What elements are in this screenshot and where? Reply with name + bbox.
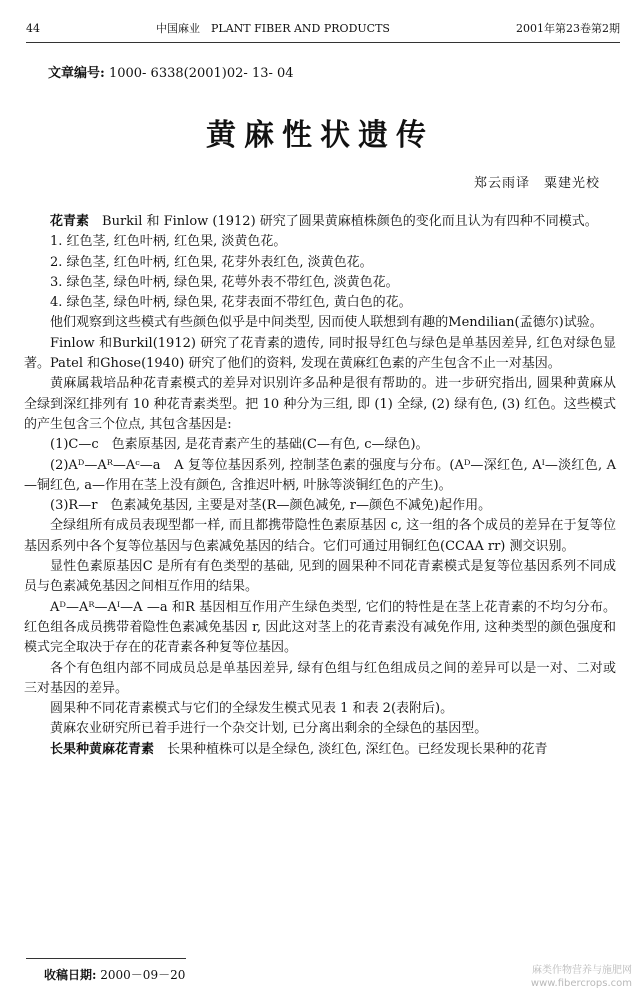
paragraph: 显性色素原基因C 是所有有色类型的基础, 见到的圆果种不同花青素模式是复等位基因系列不同成员与色素减免基因之间相互作用的结果。 <box>24 559 616 595</box>
received-date-label: 收稿日期: <box>44 968 97 982</box>
article-body <box>24 212 616 760</box>
paragraph: 各个有色组内部不同成员总是单基因差异, 绿有色组与红色组成员之间的差异可以是一对、二对或三对基因的差异。 <box>24 660 616 696</box>
paragraph: 他们观察到这些模式有些颜色似乎是中间类型, 因而使人联想到有趣的Mendilian(孟德尔)试验。 <box>50 315 603 331</box>
page-number: 44 <box>26 21 40 35</box>
article-number <box>48 62 294 81</box>
paragraph: 黄麻农业研究所已着手进行一个杂交计划, 已分离出剩余的全绿色的基因型。 <box>50 721 488 737</box>
paragraph: 全绿组所有成员表现型都一样, 而且都携带隐性色素原基因 c, 这一组的各个成员的差异在于复等位基因系列中各个复等位基因与色素减免基因的结合。它们可通过用铜红色(CCAA rr) 测交识别。 <box>24 518 616 554</box>
section-keyword: 长果种黄麻花青素 <box>50 741 155 757</box>
received-date <box>44 966 185 983</box>
paragraph: 圆果种不同花青素模式与它们的全绿发生模式见表 1 和表 2(表附后)。 <box>50 701 454 717</box>
issue-info: 2001年第23卷第2期 <box>516 22 620 35</box>
gene-locus: (3)R—r 色素减免基因, 主要是对茎(R—颜色减免, r—颜色不减免)起作用。 <box>50 498 492 514</box>
list-item: 1. 红色茎, 红色叶柄, 红色果, 淡黄色花。 <box>50 234 287 250</box>
gene-locus: (2)Aᴰ—Aᴿ—Aᶜ—a A 复等位基因系列, 控制茎色素的强度与分布。(Aᴰ—深红色, Aᴵ—淡红色, A—铜红色, a—作用在茎上没有颜色, 含推迟叶柄, 叶脉等淡铜红色的产生)。 <box>24 457 616 493</box>
watermark-line-2: www.fibercrops.com <box>530 978 632 989</box>
section-keyword: 花青素 <box>50 214 90 229</box>
article-number-value: 1000- 6338(2001)02- 13- 04 <box>108 66 294 81</box>
article-authors: 郑云雨译 粟建光校 <box>473 176 600 191</box>
site-watermark <box>531 964 632 990</box>
list-item: 3. 绿色茎, 绿色叶柄, 绿色果, 花萼外表不带红色, 淡黄色花。 <box>50 274 399 290</box>
article-title: 黄麻性状遗传 <box>206 118 434 153</box>
article-number-label: 文章编号: <box>48 66 105 81</box>
paragraph: 长果种黄麻花青素 长果种植株可以是全绿色, 淡红色, 深红色。已经发现长果种的花青 <box>50 741 548 757</box>
gene-locus: (1)C—c 色素原基因, 是花青素产生的基础(C—有色, c—绿色)。 <box>50 437 429 453</box>
header-rule <box>26 42 620 43</box>
paragraph: Finlow 和Burkil(1912) 研究了花青素的遗传, 同时报导红色与绿色是单基因差异, 红色对绿色显著。Patel 和Ghose(1940) 研究了他们的资料, 发现在黄麻红色素的产生包含不止一对基因。 <box>24 335 616 372</box>
paragraph: 花青素 Burkil 和 Finlow (1912) 研究了圆果黄麻植株颜色的变化而且认为有四种不同模式。 <box>50 214 598 229</box>
journal-name: 中国麻业 PLANT FIBER AND PRODUCTS <box>156 22 390 35</box>
watermark-line-1: 麻类作物营养与施肥网 <box>532 965 632 976</box>
received-date-value: 2000－09－20 <box>100 968 186 982</box>
paragraph: Aᴰ—Aᴿ—Aᴵ—A —a 和R 基因相互作用产生绿色类型, 它们的特性是在茎上花青素的不均匀分布。红色组各成员携带着隐性色素减免基因 r, 因此这对茎上的花青素没有减免作用, 这种类型的颜色强度和模式完全取决于存在的花青素各种复等位基因。 <box>24 599 616 656</box>
list-item: 2. 绿色茎, 红色叶柄, 红色果, 花芽外表红色, 淡黄色花。 <box>50 254 373 270</box>
paragraph: 黄麻属栽培品种花青素模式的差异对识别许多品种是很有帮助的。进一步研究指出, 圆果种黄麻从全绿到深红排列有 10 种花青素类型。把 10 种分为三组, 即 (1) 全绿, (2) 绿有色, (3) 红色。这些模式的产生包含三个位点, 其包含基因是: <box>24 376 616 432</box>
footnote-rule <box>26 958 186 959</box>
list-item: 4. 绿色茎, 绿色叶柄, 绿色果, 花芽表面不带红色, 黄白色的花。 <box>50 295 412 311</box>
running-header <box>26 18 620 38</box>
